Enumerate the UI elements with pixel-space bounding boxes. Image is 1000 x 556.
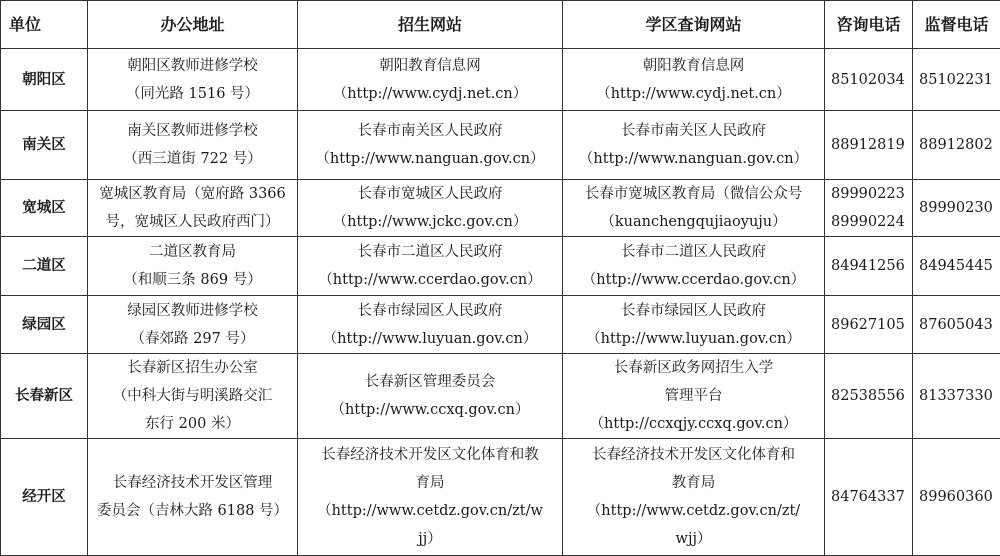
office-line: 委员会（吉林大路 6188 号）: [94, 497, 291, 525]
supervision-phone-cell: 85102231: [913, 49, 1000, 111]
office-address-cell: [88, 237, 298, 296]
query-line: 管理平台: [569, 382, 818, 410]
query-site-cell: [563, 111, 825, 180]
enrollment-site-cell: [298, 237, 563, 296]
enrollment-site-cell: [298, 111, 563, 180]
header-office-address: 办公地址: [88, 1, 298, 49]
query-url[interactable]: wjj）: [569, 525, 818, 553]
district-cell: 二道区: [1, 237, 88, 296]
site-line: 长春市二道区人民政府: [304, 238, 556, 266]
site-line: 朝阳教育信息网: [304, 52, 556, 80]
consultation-phone-cell: [825, 237, 913, 296]
table-row: [1, 296, 1000, 354]
site-line: 长春市绿园区人民政府: [304, 297, 556, 325]
office-line: （西三道街 722 号）: [94, 145, 291, 173]
table-row: [1, 180, 1000, 237]
office-line: 长春经济技术开发区管理: [94, 469, 291, 497]
query-url[interactable]: （http://www.luyuan.gov.cn）: [569, 325, 818, 353]
district-cell: 绿园区: [1, 296, 88, 354]
enrollment-site-cell: [298, 439, 563, 556]
office-line: （春郊路 297 号）: [94, 325, 291, 353]
consultation-phone-cell: [825, 180, 913, 237]
header-unit: 单位: [1, 1, 88, 49]
query-line: 长春新区政务网招生入学: [569, 354, 818, 382]
site-line: 长春新区管理委员会: [304, 368, 556, 396]
supervision-phone-cell: 88912802: [913, 111, 1000, 180]
office-line: （中科大街与明溪路交汇: [94, 382, 291, 410]
query-line: 长春市绿园区人民政府: [569, 297, 818, 325]
query-url[interactable]: （http://ccxqjy.ccxq.gov.cn）: [569, 410, 818, 438]
phone-number: 88912819: [831, 131, 906, 159]
query-line: 长春市二道区人民政府: [569, 238, 818, 266]
table-row: [1, 354, 1000, 439]
site-url[interactable]: （http://www.nanguan.gov.cn）: [304, 145, 556, 173]
site-url[interactable]: jj）: [304, 525, 556, 553]
header-supervision-phone: 监督电话: [913, 1, 1000, 49]
query-url[interactable]: （http://www.ccerdao.gov.cn）: [569, 266, 818, 294]
office-line: 号，宽城区人民政府西门）: [94, 208, 291, 236]
query-url[interactable]: （http://www.cydj.net.cn）: [569, 80, 818, 108]
supervision-phone-cell: 81337330: [913, 354, 1000, 439]
supervision-phone-cell: 89960360: [913, 439, 1000, 556]
phone-number: 89627105: [831, 311, 906, 339]
office-address-cell: [88, 439, 298, 556]
query-site-cell: [563, 237, 825, 296]
query-site-cell: [563, 180, 825, 237]
phone-number: 89990223: [831, 180, 906, 208]
supervision-phone-cell: 89990230: [913, 180, 1000, 237]
site-line: 长春经济技术开发区文化体育和教: [304, 441, 556, 469]
office-address-cell: [88, 49, 298, 111]
site-url[interactable]: （http://www.cetdz.gov.cn/zt/w: [304, 497, 556, 525]
phone-number: 85102034: [831, 66, 906, 94]
enrollment-site-cell: [298, 180, 563, 237]
header-consultation-phone: 咨询电话: [825, 1, 913, 49]
supervision-phone-cell: 84945445: [913, 237, 1000, 296]
consultation-phone-cell: [825, 354, 913, 439]
site-url[interactable]: （http://www.luyuan.gov.cn）: [304, 325, 556, 353]
table-row: [1, 439, 1000, 556]
consultation-phone-cell: [825, 49, 913, 111]
site-line: 长春市南关区人民政府: [304, 117, 556, 145]
query-line: 长春市南关区人民政府: [569, 117, 818, 145]
district-cell: 宽城区: [1, 180, 88, 237]
site-url[interactable]: （http://www.ccerdao.gov.cn）: [304, 266, 556, 294]
phone-number: 84941256: [831, 252, 906, 280]
query-site-cell: [563, 296, 825, 354]
header-row: [1, 1, 1000, 49]
enrollment-site-cell: [298, 49, 563, 111]
site-line: 长春市宽城区人民政府: [304, 180, 556, 208]
query-url[interactable]: （http://www.cetdz.gov.cn/zt/: [569, 497, 818, 525]
site-line: 育局: [304, 469, 556, 497]
office-line: 朝阳区教师进修学校: [94, 52, 291, 80]
header-school-district-query-site: 学区查询网站: [563, 1, 825, 49]
consultation-phone-cell: [825, 439, 913, 556]
office-line: 南关区教师进修学校: [94, 117, 291, 145]
query-line: 教育局: [569, 469, 818, 497]
site-url[interactable]: （http://www.jckc.gov.cn）: [304, 208, 556, 236]
phone-number: 82538556: [831, 382, 906, 410]
query-line: 长春经济技术开发区文化体育和: [569, 441, 818, 469]
office-line: 长春新区招生办公室: [94, 354, 291, 382]
phone-number: 89990224: [831, 208, 906, 236]
district-cell: 长春新区: [1, 354, 88, 439]
phone-number: 84764337: [831, 483, 906, 511]
office-line: （和顺三条 869 号）: [94, 266, 291, 294]
table-row: [1, 237, 1000, 296]
district-cell: 朝阳区: [1, 49, 88, 111]
query-wechat-id: （kuanchengqujiaoyuju）: [569, 208, 818, 236]
table-row: [1, 111, 1000, 180]
site-url[interactable]: （http://www.ccxq.gov.cn）: [304, 396, 556, 424]
office-line: （同光路 1516 号）: [94, 80, 291, 108]
enrollment-site-cell: [298, 354, 563, 439]
query-site-cell: [563, 439, 825, 556]
site-url[interactable]: （http://www.cydj.net.cn）: [304, 80, 556, 108]
consultation-phone-cell: [825, 111, 913, 180]
office-line: 宽城区教育局（宽府路 3366: [94, 180, 291, 208]
office-line: 绿园区教师进修学校: [94, 297, 291, 325]
office-address-cell: [88, 296, 298, 354]
supervision-phone-cell: 87605043: [913, 296, 1000, 354]
query-line: 朝阳教育信息网: [569, 52, 818, 80]
header-enrollment-site: 招生网站: [298, 1, 563, 49]
office-address-cell: [88, 180, 298, 237]
district-cell: 南关区: [1, 111, 88, 180]
table-row: [1, 49, 1000, 111]
enrollment-site-cell: [298, 296, 563, 354]
office-line: 二道区教育局: [94, 238, 291, 266]
query-url[interactable]: （http://www.nanguan.gov.cn）: [569, 145, 818, 173]
query-site-cell: [563, 354, 825, 439]
district-cell: 经开区: [1, 439, 88, 556]
consultation-phone-cell: [825, 296, 913, 354]
query-line: 长春市宽城区教育局（微信公众号: [569, 180, 818, 208]
office-address-cell: [88, 111, 298, 180]
office-address-cell: [88, 354, 298, 439]
query-site-cell: [563, 49, 825, 111]
office-line: 东行 200 米）: [94, 410, 291, 438]
